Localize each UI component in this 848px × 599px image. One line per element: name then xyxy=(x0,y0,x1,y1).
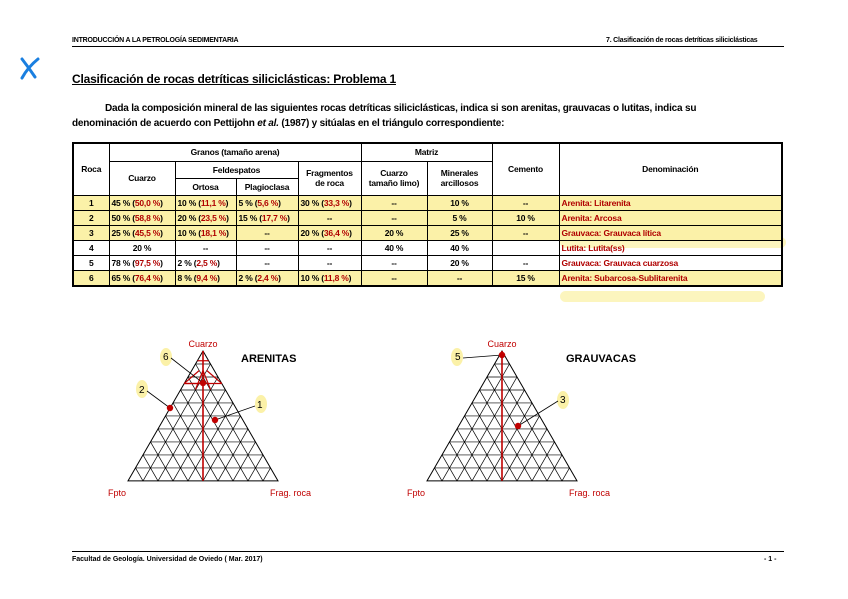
cell-denominacion: Arenita: Litarenita xyxy=(559,195,782,210)
cell-cuarzo: 65 % (76,4 %) xyxy=(109,270,175,286)
footer-left: Facultad de Geología. Universidad de Oviedo ( Mar. 2017) xyxy=(72,556,263,563)
cell-ortosa: -- xyxy=(175,240,236,255)
cell-cuarzo: 45 % (50,0 %) xyxy=(109,195,175,210)
vertex-label-feldespato: Fpto xyxy=(108,487,127,498)
grid-line xyxy=(480,390,533,481)
page-number: - 1 - xyxy=(764,556,777,563)
col-header-ortosa: Ortosa xyxy=(175,178,236,195)
cell-ortosa: 8 % (9,4 %) xyxy=(175,270,236,286)
cell-roca: 3 xyxy=(73,225,109,240)
vertex-label-fragmentos: Frag. roca xyxy=(270,487,312,498)
cell-denominacion: Lutita: Lutita(ss) xyxy=(559,240,782,255)
point-label: 5 xyxy=(455,352,461,363)
diagram-title-arenitas: ARENITAS xyxy=(241,353,297,365)
col-header-minerales: Minerales arcillosos xyxy=(427,161,492,195)
cell-minerales: -- xyxy=(427,270,492,286)
point-label: 3 xyxy=(560,395,566,406)
leader-line xyxy=(463,355,502,358)
cell-denominacion: Arenita: Arcosa xyxy=(559,210,782,225)
cell-cuarzo: 78 % (97,5 %) xyxy=(109,255,175,270)
cell-fragmentos: -- xyxy=(298,210,361,225)
data-point xyxy=(212,417,218,423)
vertex-label-fragmentos: Frag. roca xyxy=(569,487,611,498)
grid-line xyxy=(166,416,204,481)
intro-italic: et al. xyxy=(257,118,279,129)
cell-minerales: 20 % xyxy=(427,255,492,270)
data-point xyxy=(499,352,505,358)
grid-line xyxy=(181,390,234,481)
vertex-label-cuarzo: Cuarzo xyxy=(487,339,517,349)
cell-minerales: 25 % xyxy=(427,225,492,240)
cell-ortosa: 10 % (18,1 %) xyxy=(175,225,236,240)
cell-fragmentos: -- xyxy=(298,255,361,270)
data-point xyxy=(167,405,173,411)
data-point xyxy=(515,423,521,429)
cell-fragmentos: 10 % (11,8 %) xyxy=(298,270,361,286)
header-right: 7. Clasificación de rocas detríticas siliciclásticas xyxy=(606,37,758,44)
cell-fragmentos: 30 % (33,3 %) xyxy=(298,195,361,210)
cell-roca: 4 xyxy=(73,240,109,255)
col-header-feldespatos: Feldespatos xyxy=(175,161,298,178)
cell-plagioclasa: 5 % (5,6 %) xyxy=(236,195,298,210)
cell-roca: 1 xyxy=(73,195,109,210)
intro-text: Dada la composición mineral de las siguientes rocas detríticas siliciclásticas, indica si son arenitas, grauvacas o lutitas, indica su denominación de acuerdo con Pettijohn xyxy=(72,103,697,129)
cell-ortosa: 2 % (2,5 %) xyxy=(175,255,236,270)
grid-line xyxy=(173,390,226,481)
cell-cemento: -- xyxy=(492,195,559,210)
cell-minerales: 10 % xyxy=(427,195,492,210)
leader-line xyxy=(518,401,558,426)
cell-cuarzo: 20 % xyxy=(109,240,175,255)
vertex-label-cuarzo: Cuarzo xyxy=(188,339,218,349)
data-point xyxy=(200,380,206,386)
grid-line xyxy=(136,468,144,481)
col-header-cuarzo: Cuarzo xyxy=(109,161,175,195)
vertex-label-feldespato: Fpto xyxy=(407,487,426,498)
cell-cuarzo-matriz: 40 % xyxy=(361,240,427,255)
cell-fragmentos: 20 % (36,4 %) xyxy=(298,225,361,240)
cell-cuarzo-matriz: -- xyxy=(361,195,427,210)
cell-minerales: 5 % xyxy=(427,210,492,225)
cell-cuarzo-matriz: 20 % xyxy=(361,225,427,240)
footer-rule xyxy=(72,551,784,552)
cell-cemento: 15 % xyxy=(492,270,559,286)
col-header-denominacion: Denominación xyxy=(559,143,782,195)
cell-denominacion: Grauvaca: Grauvaca cuarzosa xyxy=(559,255,782,270)
cell-plagioclasa: 15 % (17,7 %) xyxy=(236,210,298,225)
cell-cuarzo-matriz: -- xyxy=(361,210,427,225)
cell-cuarzo: 50 % (58,8 %) xyxy=(109,210,175,225)
cell-roca: 6 xyxy=(73,270,109,286)
cell-plagioclasa: -- xyxy=(236,240,298,255)
cell-cemento: 10 % xyxy=(492,210,559,225)
grid-line xyxy=(203,416,241,481)
col-header-roca: Roca xyxy=(73,143,109,195)
grid-line xyxy=(442,364,510,481)
point-label: 1 xyxy=(257,400,263,411)
col-header-fragmentos: Fragmentos de roca xyxy=(298,161,361,195)
page-title: Clasificación de rocas detríticas siliciclásticas: Problema 1 xyxy=(72,72,396,86)
grid-line xyxy=(435,468,443,481)
col-header-plagioclasa: Plagioclasa xyxy=(236,178,298,195)
grid-line xyxy=(472,390,525,481)
grid-line xyxy=(562,468,570,481)
cell-plagioclasa: -- xyxy=(236,255,298,270)
cell-denominacion: Arenita: Subarcosa-Sublitarenita xyxy=(559,270,782,286)
cell-cuarzo: 25 % (45,5 %) xyxy=(109,225,175,240)
leader-line xyxy=(147,391,170,408)
point-label: 6 xyxy=(163,352,169,363)
diagram-title-grauvacas: GRAUVACAS xyxy=(566,353,637,365)
cell-cuarzo-matriz: -- xyxy=(361,255,427,270)
cell-minerales: 40 % xyxy=(427,240,492,255)
col-header-matriz: Matriz xyxy=(361,143,492,161)
cell-ortosa: 10 % (11,1 %) xyxy=(175,195,236,210)
cell-ortosa: 20 % (23,5 %) xyxy=(175,210,236,225)
cell-cemento: -- xyxy=(492,225,559,240)
grid-line xyxy=(465,416,503,481)
cell-cemento: -- xyxy=(492,255,559,270)
cell-roca: 2 xyxy=(73,210,109,225)
cell-plagioclasa: -- xyxy=(236,225,298,240)
cell-fragmentos: -- xyxy=(298,240,361,255)
col-header-cemento: Cemento xyxy=(492,143,559,195)
cell-denominacion: Grauvaca: Grauvaca lítica xyxy=(559,225,782,240)
grid-line xyxy=(495,364,563,481)
cell-cuarzo-matriz: -- xyxy=(361,270,427,286)
point-label: 2 xyxy=(139,385,145,396)
cell-roca: 5 xyxy=(73,255,109,270)
cell-plagioclasa: 2 % (2,4 %) xyxy=(236,270,298,286)
col-header-granos: Granos (tamaño arena) xyxy=(109,143,361,161)
header-left: INTRODUCCIÓN A LA PETROLOGÍA SEDIMENTARIA xyxy=(72,37,239,44)
grid-line xyxy=(263,468,271,481)
intro-text-end: (1987) y sitúalas en el triángulo correspondiente: xyxy=(278,118,505,129)
col-header-cuarzo-matriz: Cuarzo tamaño limo) xyxy=(361,161,427,195)
